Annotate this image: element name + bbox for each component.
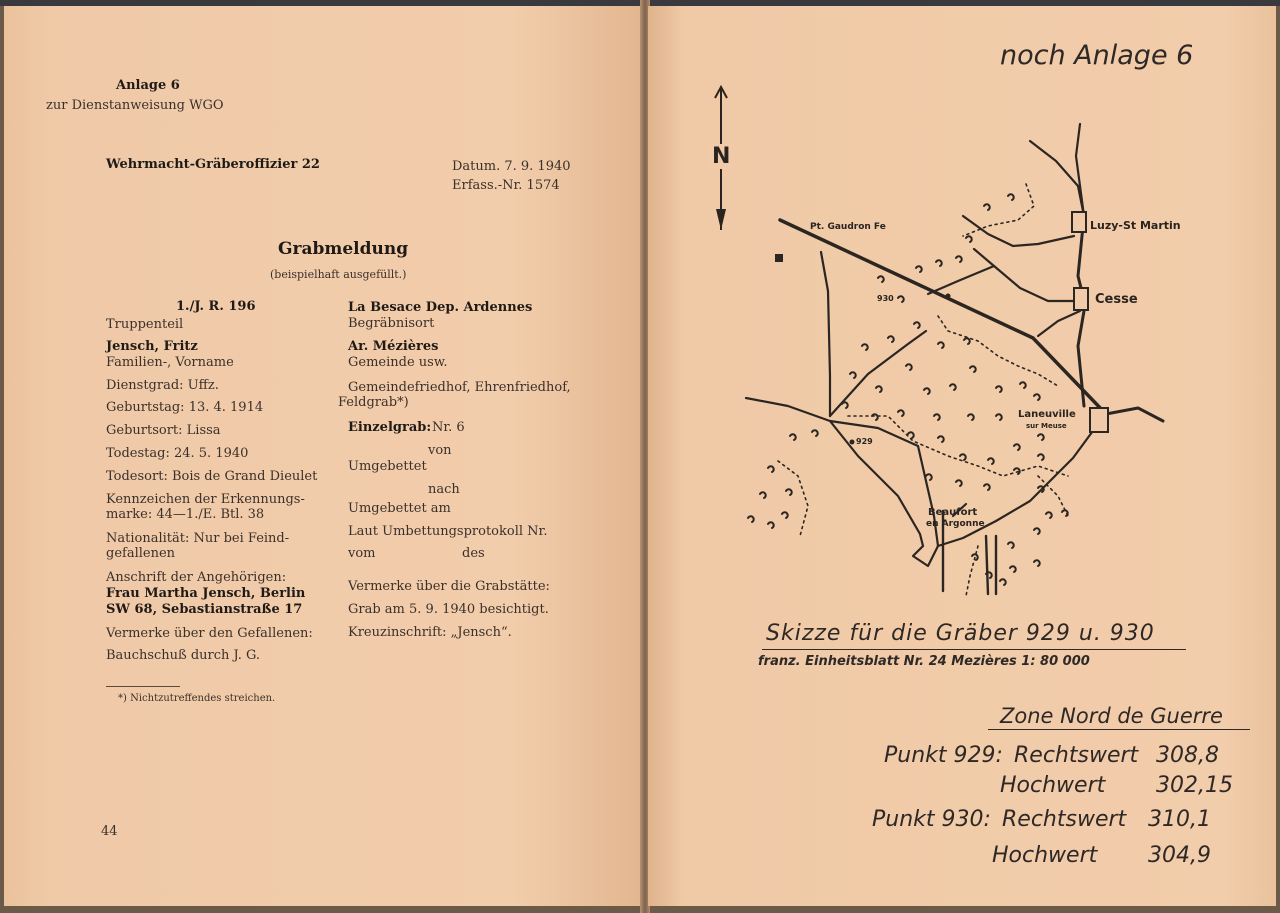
point-930-label: Punkt 930: (872, 807, 991, 832)
unit-label: Truppenteil (106, 317, 184, 332)
form-title: Grabmeldung (278, 239, 409, 259)
point-930-rechtswert-label: Rechtswert (1002, 807, 1127, 832)
map-label-luzy: Luzy-St Martin (1090, 219, 1181, 232)
vom-label: vom (348, 546, 376, 561)
deathday-field: Todestag: 24. 5. 1940 (106, 446, 249, 461)
fallen-remarks-label: Vermerke über den Gefallenen: (106, 626, 313, 641)
name-value: Jensch, Fritz (106, 339, 198, 354)
commune-label: Gemeinde usw. (348, 355, 448, 370)
map-label-argonne: en Argonne (926, 519, 985, 529)
deathplace-field: Todesort: Bois de Grand Dieulet (106, 469, 318, 484)
reburied-label-2: Umgebettet am (348, 501, 451, 516)
form-erfass-number: Erfass.-Nr. 1574 (452, 178, 560, 193)
right-page (648, 6, 1276, 906)
map-label-sur-meuse: sur Meuse (1026, 422, 1067, 430)
single-grave-label: Einzelgrab: (348, 420, 432, 435)
rank-field: Dienstgrad: Uffz. (106, 378, 219, 393)
zone-underline (988, 729, 1250, 730)
north-label: N (712, 144, 731, 169)
footnote-divider (106, 686, 180, 687)
sheet-reference: franz. Einheitsblatt Nr. 24 Mezières 1: 80 000 (758, 654, 1090, 669)
birthday-field: Geburtstag: 13. 4. 1914 (106, 400, 264, 415)
map-label-cesse: Cesse (1095, 292, 1138, 307)
commune-value: Ar. Mézières (348, 339, 439, 354)
point-929-label: Punkt 929: (884, 743, 1003, 768)
map-label-gaudron: Pt. Gaudron Fe (810, 222, 886, 232)
point-929-hochwert-label: Hochwert (1000, 773, 1106, 798)
map-label-laneuville: Laneuville (1018, 409, 1076, 420)
von-label: von (428, 443, 452, 458)
page-number: 44 (101, 824, 118, 839)
map-label-930: 930 (877, 294, 894, 303)
idtag-line2: marke: 44—1./E. Btl. 38 (106, 507, 265, 522)
grave-site-label: Vermerke über die Grabstätte: (348, 579, 550, 594)
relatives-line2: SW 68, Sebastianstraße 17 (106, 602, 303, 617)
left-page (4, 6, 642, 906)
point-930-hochwert-value: 304,9 (1148, 843, 1211, 868)
annex-title: Anlage 6 (116, 78, 180, 93)
nach-label: nach (428, 482, 460, 497)
idtag-line1: Kennzeichen der Erkennungs- (106, 492, 305, 507)
point-929-rechtswert-label: Rechtswert (1014, 743, 1139, 768)
cemetery-line1: Gemeindefriedhof, Ehrenfriedhof, (348, 380, 571, 395)
annex-subtitle: zur Dienstanweisung WGO (46, 98, 224, 113)
grave-site-line2: Kreuzinschrift: „Jensch“. (348, 625, 512, 640)
fallen-remarks-value: Bauchschuß durch J. G. (106, 648, 261, 663)
map-label-beaufort: Beaufort (928, 507, 978, 518)
footnote: *) Nichtzutreffendes streichen. (118, 693, 276, 704)
name-label: Familien-, Vorname (106, 355, 234, 370)
single-grave-number: Nr. 6 (432, 420, 465, 435)
sketch-title-underline (762, 649, 1186, 650)
form-subtitle: (beispielhaft ausgefüllt.) (270, 268, 407, 281)
cemetery-line2: Feldgrab*) (338, 395, 409, 410)
reburied-label-1: Umgebettet (348, 459, 427, 474)
form-date: Datum. 7. 9. 1940 (452, 159, 571, 174)
burial-place-value: La Besace Dep. Ardennes (348, 300, 533, 315)
protocol-label: Laut Umbettungsprotokoll Nr. (348, 524, 548, 539)
relatives-label: Anschrift der Angehörigen: (106, 570, 287, 585)
grave-site-line1: Grab am 5. 9. 1940 besichtigt. (348, 602, 549, 617)
map-label-929: 929 (856, 437, 873, 446)
zone-title: Zone Nord de Guerre (1000, 704, 1223, 728)
burial-place-label: Begräbnisort (348, 316, 435, 331)
point-930-hochwert-label: Hochwert (992, 843, 1098, 868)
point-929-rechtswert-value: 308,8 (1156, 743, 1219, 768)
office-name: Wehrmacht-Gräberoffizier 22 (106, 157, 320, 172)
nationality-line1: Nationalität: Nur bei Feind- (106, 531, 290, 546)
birthplace-field: Geburtsort: Lissa (106, 423, 221, 438)
nationality-line2: gefallenen (106, 546, 176, 561)
sketch-title: Skizze für die Gräber 929 u. 930 (766, 621, 1155, 646)
des-label: des (462, 546, 485, 561)
point-929-hochwert-value: 302,15 (1156, 773, 1233, 798)
sketch-map (738, 116, 1178, 606)
relatives-line1: Frau Martha Jensch, Berlin (106, 586, 306, 601)
point-930-rechtswert-value: 310,1 (1148, 807, 1211, 832)
annex-continued-header: noch Anlage 6 (1000, 40, 1194, 71)
unit-value: 1./J. R. 196 (176, 299, 256, 314)
